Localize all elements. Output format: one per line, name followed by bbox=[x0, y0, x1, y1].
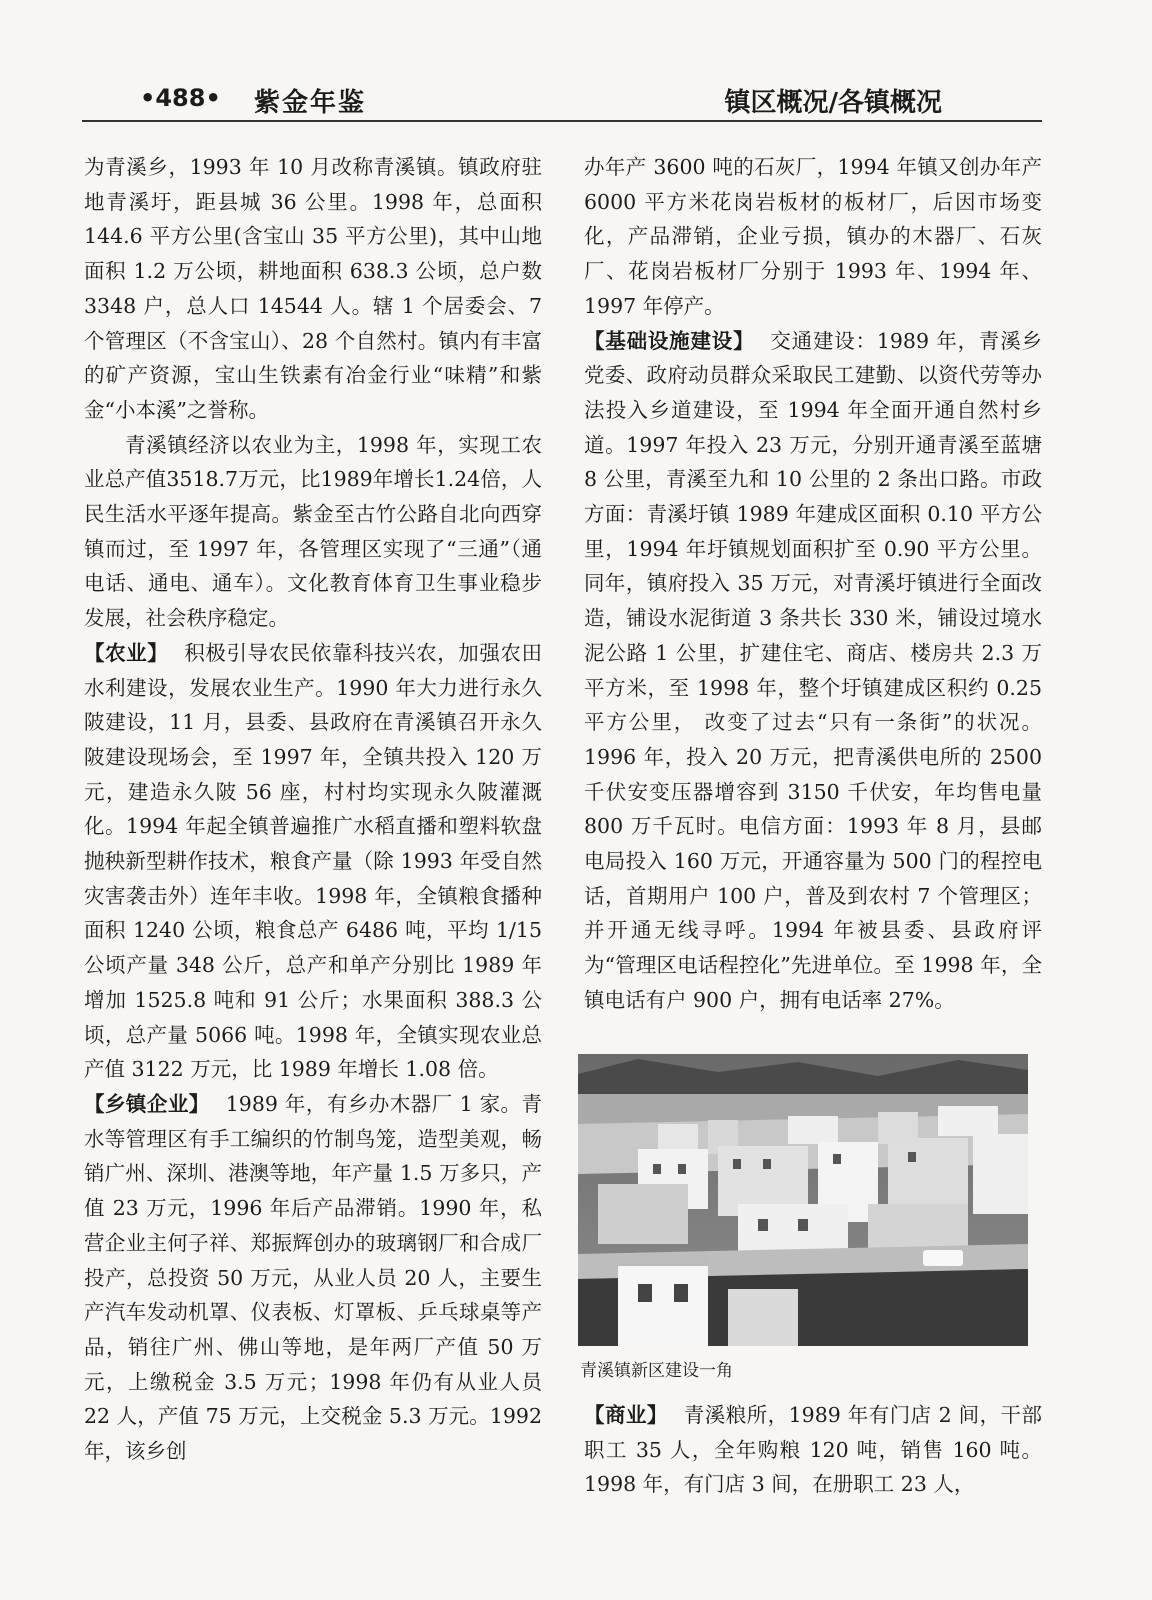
photo-illustration bbox=[578, 1054, 1028, 1346]
section-text: 青溪粮所，1989 年有门店 2 间，干部职工 35 人，全年购粮 120 吨，销售 160 吨。1998 年，有门店 3 间，在册职工 23 人， bbox=[584, 1403, 1043, 1497]
town-photo bbox=[578, 1054, 1028, 1346]
right-column bbox=[584, 150, 1042, 1050]
commerce-section bbox=[584, 1398, 1042, 1502]
section-heading: 【农业】 bbox=[84, 640, 169, 665]
section-heading: 【乡镇企业】 bbox=[84, 1091, 210, 1116]
infrastructure-section bbox=[584, 324, 1042, 1018]
book-title: 紫金年鉴 bbox=[254, 88, 367, 118]
page-number: •488• bbox=[140, 84, 221, 112]
section-text: 交通建设：1989 年，青溪乡党委、政府动员群众采取民工建勤、以资代劳等办法投入乡道建设，至 1994 年全面开通自然村乡道。1997 年投入 23 万元，分别开通青溪至蓝塘 8 公里，青溪至九和 10 公里的 2 条出口路。市政方面：青溪圩镇 1989 年建成区面积 0.10 平方公里，1994 年圩镇规划面积扩至 0.90 平方公里。同年，镇府投入 35 万元，对青溪圩镇进行全面改造，铺设水泥街道 3 条共长 330 米，铺设过境水泥公路 1 公里，扩建住宅、商店、楼房共 2.3 万平方米，至 1998 年，整个圩镇建成区积约 0.25 平方公里， 改变了过去“只有一条街”的状况。1996 年，投入 20 万元，把青溪供电所的 2500 千伏安变压器增容到 3150 千伏安，年均售电量 800 万千瓦时。电信方面：1993 年 8 月，县邮电局投入 160 万元，开通容量为 500 门的程控电话，首期用户 100 户，普及到农村 7 个管理区；并开通无线寻呼。1994 年被县委、县政府评为“管理区电话程控化”先进单位。至 1998 年，全镇电话有户 900 户，拥有电话率 27%。 bbox=[584, 328, 1043, 1012]
paragraph: 青溪镇经济以农业为主，1998 年，实现工农业总产值3518.7万元，比1989年增长1.24倍，人民生活水平逐年提高。紫金至古竹公路自北向西穿镇而过，至 1997 年，各管理区实现了“三通”（通电话、通电、通车）。文化教育体育卫生事业稳步发展，社会秩序稳定。 bbox=[84, 432, 542, 631]
section-heading: 【基础设施建设】 bbox=[584, 328, 755, 353]
agriculture-section bbox=[84, 636, 542, 1087]
paragraph: 办年产 3600 吨的石灰厂，1994 年镇又创办年产 6000 平方米花岗岩板材的板材厂，后因市场变化，产品滞销，企业亏损，镇办的木器厂、石灰厂、花岗岩板材厂分别于 1993 年、1994 年、1997 年停产。 bbox=[584, 155, 1042, 318]
paragraph: 为青溪乡，1993 年 10 月改称青溪镇。镇政府驻地青溪圩，距县城 36 公里。1998 年，总面积 144.6 平方公里(含宝山 35 平方公里)，其中山地面积 1.2 万公顷，耕地面积 638.3 公顷，总户数 3348 户，总人口 14544 人。辖 1 个居委会、7 个管理区（不含宝山）、28 个自然村。镇内有丰富的矿产资源，宝山生铁素有冶金行业“味精”和紫金“小本溪”之誉称。 bbox=[84, 155, 542, 422]
section-text: 1989 年，有乡办木器厂 1 家。青水等管理区有手工编织的竹制鸟笼，造型美观，畅销广州、深圳、港澳等地，年产量 1.5 万多只，产值 23 万元，1996 年后产品滞销。1990 年，私营企业主何子祥、郑振辉创办的玻璃钢厂和合成厂投产，总投资 50 万元，从业人员 20 人，主要生产汽车发动机罩、仪表板、灯罩板、乒乓球桌等产品，销往广州、佛山等地，是年两厂产值 50 万元，上缴税金 3.5 万元；1998 年仍有从业人员 22 人，产值 75 万元，上交税金 5.3 万元。1992 年，该乡创 bbox=[84, 1091, 543, 1464]
enterprise-section bbox=[84, 1087, 542, 1469]
section-title: 镇区概况/各镇概况 bbox=[724, 88, 942, 118]
photo-caption: 青溪镇新区建设一角 bbox=[580, 1361, 733, 1381]
page-header bbox=[82, 78, 1042, 122]
section-heading: 【商业】 bbox=[584, 1403, 668, 1427]
section-text: 积极引导农民依靠科技兴农，加强农田水利建设，发展农业生产。1990 年大力进行永久陂建设，11 月，县委、县政府在青溪镇召开永久陂建设现场会，至 1997 年，全镇共投入 120 万元，建造永久陂 56 座，村村均实现永久陂灌溉化。1994 年起全镇普遍推广水稻直播和塑料软盘抛秧新型耕作技术，粮食产量（除 1993 年受自然灾害袭击外）连年丰收。1998 年，全镇粮食播种面积 1240 公顷，粮食总产 6486 吨，平均 1/15 公顷产量 348 公斤，总产和单产分别比 1989 年增加 1525.8 吨和 91 公斤；水果面积 388.3 公顷，总产量 5066 吨。1998 年，全镇实现农业总产值 3122 万元，比 1989 年增长 1.08 倍。 bbox=[84, 640, 543, 1082]
header-rule bbox=[82, 120, 1042, 122]
left-column bbox=[84, 150, 542, 1550]
